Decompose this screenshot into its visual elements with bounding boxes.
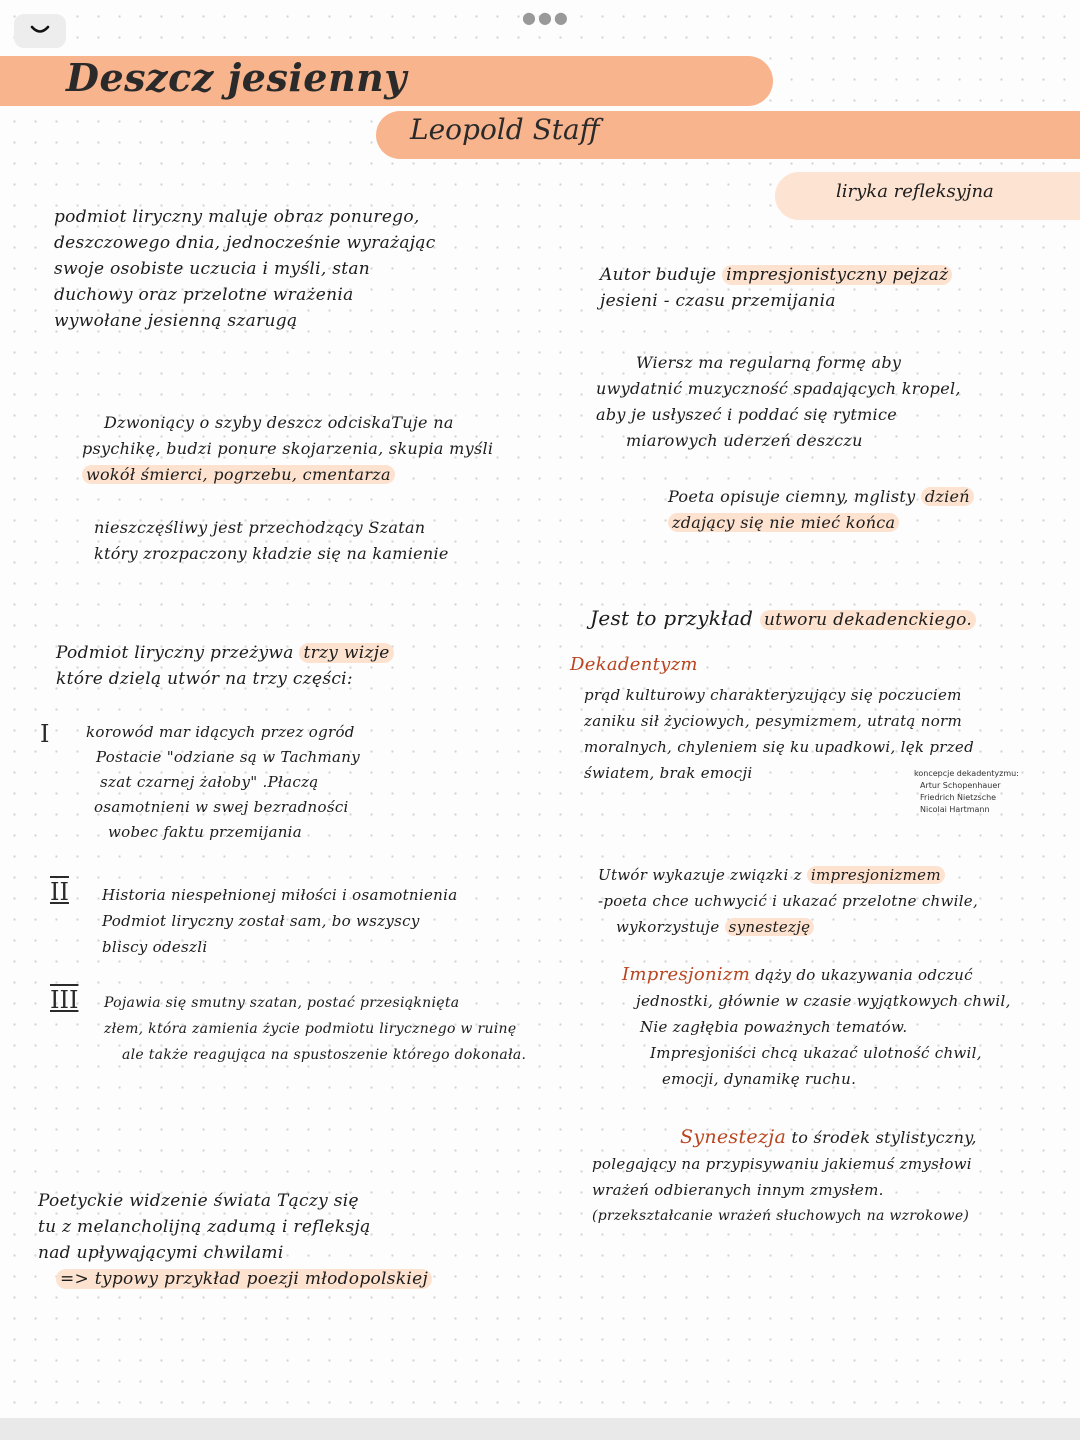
part-2: [102, 882, 457, 960]
poet-line1a: Poeta opisuje: [668, 487, 781, 506]
decadent-pre: Jest to przykład: [590, 606, 754, 630]
conclusion-line: tu z melancholijną zadumą i refleksją: [38, 1217, 371, 1237]
rain-highlight: wokół śmierci, pogrzebu, cmentarza: [82, 465, 395, 484]
back-button[interactable]: [14, 14, 66, 48]
side-note-line: Friedrich Nietzsche: [920, 793, 997, 802]
synestezja-line: wrażeń odbieranych innym zmysłem.: [592, 1181, 884, 1199]
part-line: bliscy odeszli: [102, 938, 208, 956]
synestezja-def: to środek stylistyczny,: [791, 1128, 977, 1147]
side-note-line: koncepcje dekadentyzmu:: [914, 769, 1019, 778]
impresjonizm-link-1hl: impresjonizmem: [807, 866, 945, 884]
poet-note: [668, 484, 974, 536]
decadent-note: [590, 605, 976, 633]
part-numeral-2: II: [50, 878, 69, 906]
part-line: wobec faktu przemijania: [108, 823, 303, 841]
synestezja-line: polegający na przypisywaniu jakiemuś zmysłowi: [592, 1155, 972, 1173]
conclusion-note: [38, 1188, 432, 1292]
impresjonizm-line: jednostki, głównie w czasie wyjątkowych chwil,: [636, 992, 1011, 1010]
impressionist-pre: Autor buduje: [600, 265, 717, 285]
part-line: ale także reagująca na spustoszenie którego dokonała.: [122, 1047, 527, 1063]
part-line: korowód mar idących przez ogród: [86, 723, 355, 741]
regular-line: aby je usłyszeć i poddać się rytmice: [596, 405, 897, 424]
part-3: [104, 990, 526, 1068]
impresjonizm-line: Nie zagłębia poważnych tematów.: [640, 1018, 908, 1036]
visions-note: [56, 640, 394, 692]
author-name: Leopold Staff: [410, 113, 600, 146]
szatan-line: nieszczęśliwy jest przechodzący Szatan: [94, 518, 426, 537]
regular-line: miarowych uderzeń deszczu: [626, 431, 863, 450]
conclusion-line: Poetyckie widzenie świata Tączy się: [38, 1191, 359, 1211]
visions-intro: Podmiot liryczny przeżywa: [56, 643, 294, 663]
impressionist-line2: jesieni - czasu przemijania: [600, 291, 836, 311]
side-note-line: Nicolai Hartmann: [920, 805, 990, 814]
intro-line: wywołane jesienną szarugą: [54, 311, 298, 331]
intro-line: podmiot liryczny maluje obraz ponurego,: [54, 207, 420, 227]
impresjonizm-link-note: [598, 862, 978, 940]
synestezja-definition: [592, 1124, 977, 1229]
side-note-line: Artur Schopenhauer: [920, 781, 1001, 790]
impresjonizm-line: dąży do ukazywania odczuć: [755, 966, 973, 984]
bottom-bar: [0, 1418, 1080, 1440]
poet-line1c: dzień: [921, 487, 974, 506]
page-title: Deszcz jesienny: [66, 55, 407, 100]
impresjonizm-link-3a: wykorzystuje: [616, 918, 720, 936]
intro-line: swoje osobiste uczucia i myśli, stan: [54, 259, 371, 279]
part-line: złem, która zamienia życie podmiotu lirycznego w ruinę: [104, 1021, 517, 1037]
dekadentyzm-line: światem, brak emocji: [584, 764, 753, 782]
rain-note: [82, 410, 493, 488]
part-1: [86, 720, 360, 845]
part-numeral-1: I: [40, 720, 50, 748]
impressionist-note: [600, 262, 952, 314]
regular-line: uwydatnić muzyczność spadających kropel,: [596, 379, 961, 398]
poet-line2: zdający się nie mieć końca: [668, 513, 899, 532]
conclusion-highlight: => typowy przykład poezji młodopolskiej: [56, 1269, 432, 1289]
intro-note: [54, 204, 436, 334]
synestezja-line: (przekształcanie wrażeń słuchowych na wzrokowe): [592, 1208, 970, 1224]
impresjonizm-link-3hl: synestezję: [725, 918, 815, 936]
part-numeral-3: III: [50, 986, 79, 1014]
part-line: Postacie "odziane są w Tachmany: [96, 748, 360, 766]
regular-line: Wiersz ma regularną formę aby: [636, 353, 902, 372]
chevron-down-icon: [30, 25, 50, 37]
intro-line: deszczowego dnia, jednocześnie wyrażając: [54, 233, 436, 253]
part-line: szat czarnej żałoby" .Płaczą: [100, 773, 319, 791]
genre-label: liryka refleksyjna: [836, 181, 994, 202]
dekadentyzm-line: zaniku sił życiowych, pesymizmem, utratą norm: [584, 712, 963, 730]
decadent-highlight: utworu dekadenckiego.: [760, 610, 976, 630]
szatan-note: [94, 515, 449, 567]
impresjonizm-link-1a: Utwór wykazuje związki z: [598, 866, 802, 884]
dekadentyzm-side-note: [914, 768, 1019, 816]
dekadentyzm-term: Dekadentyzm: [570, 654, 698, 675]
impressionist-highlight: impresjonistyczny pejzaż: [722, 265, 952, 285]
intro-line: duchowy oraz przelotne wrażenia: [54, 285, 354, 305]
impresjonizm-term: Impresjonizm: [622, 964, 751, 985]
part-line: Podmiot liryczny został sam, bo wszyscy: [102, 912, 420, 930]
impresjonizm-link-2: -poeta chce uchwycić i ukazać przelotne chwile,: [598, 892, 979, 910]
regular-form-note: [596, 350, 961, 454]
impresjonizm-definition: [622, 962, 1011, 1092]
visions-highlight: trzy wizje: [299, 643, 393, 663]
more-options-icon[interactable]: ●●●: [522, 8, 570, 27]
part-line: Pojawia się smutny szatan, postać przesiąknięta: [104, 995, 460, 1011]
poet-line1b: ciemny, mglisty: [785, 487, 916, 506]
rain-line: Dzwoniący o szyby deszcz odciskaTuje na: [104, 413, 454, 432]
dekadentyzm-line: prąd kulturowy charakteryzujący się poczuciem: [584, 686, 962, 704]
dekadentyzm-line: moralnych, chyleniem się ku upadkowi, lęk przed: [584, 738, 974, 756]
part-line: osamotnieni w swej bezradności: [94, 798, 349, 816]
impresjonizm-line: Impresjoniści chcą ukazać ulotność chwil,: [650, 1044, 982, 1062]
conclusion-line: nad upływającymi chwilami: [38, 1243, 284, 1263]
szatan-line: który zrozpaczony kładzie się na kamienie: [94, 544, 449, 563]
synestezja-term: Synestezja: [680, 1126, 787, 1148]
part-line: Historia niespełnionej miłości i osamotnienia: [102, 886, 458, 904]
rain-line: psychikę, budzi ponure skojarzenia, skupia myśli: [82, 439, 494, 458]
impresjonizm-line: emocji, dynamikę ruchu.: [662, 1070, 857, 1088]
visions-intro2: które dzielą utwór na trzy części:: [56, 669, 353, 689]
